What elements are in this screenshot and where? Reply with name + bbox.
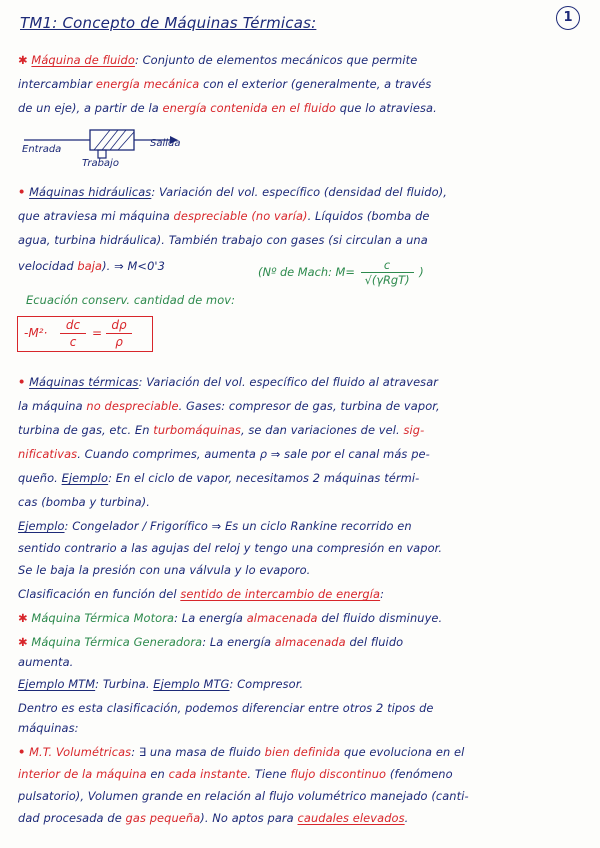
thermal-line-1 bbox=[18, 374, 592, 390]
text: queño. bbox=[18, 471, 62, 485]
text: : En el ciclo de vapor, necesitamos 2 máquinas térmi- bbox=[108, 471, 420, 485]
discontinuous-flow: flujo discontinuo bbox=[290, 767, 387, 781]
text: : Compresor. bbox=[229, 677, 304, 691]
text: : Variación del vol. específico (densidad del fluido), bbox=[151, 185, 447, 199]
frac-drho-rho bbox=[106, 318, 132, 349]
thermal-line-3 bbox=[18, 422, 592, 438]
frac2-num: dρ bbox=[111, 318, 127, 332]
frac2-den: ρ bbox=[115, 335, 123, 349]
text: : La energía bbox=[202, 635, 275, 649]
fluid-machine-line-2 bbox=[18, 76, 592, 92]
text: : Turbina. bbox=[95, 677, 154, 691]
mach-num: c bbox=[361, 258, 414, 273]
shaft bbox=[98, 150, 106, 158]
thermal-line-6: cas (bomba y turbina). bbox=[18, 495, 150, 509]
text: : La energía bbox=[174, 611, 247, 625]
mtg-line bbox=[18, 634, 592, 650]
text: , se dan variaciones de vel. bbox=[240, 423, 404, 437]
text: del fluido bbox=[345, 635, 404, 649]
text: dad procesada de bbox=[18, 811, 126, 825]
inside-machine: interior de la máquina bbox=[18, 767, 147, 781]
hydraulic-term: Máquinas hidráulicas bbox=[29, 185, 152, 199]
well-defined: bien definida bbox=[264, 745, 341, 759]
high-flows: caudales elevados bbox=[297, 811, 405, 825]
small-gas: gas pequeña bbox=[125, 811, 201, 825]
within-line-2: máquinas: bbox=[18, 721, 79, 735]
bullet-icon: • bbox=[18, 375, 26, 389]
text: : Variación del vol. específico del fluido al atravesar bbox=[138, 375, 439, 389]
mechanical-energy: energía mecánica bbox=[95, 77, 200, 91]
thermal-line-2 bbox=[18, 398, 592, 414]
page-title: TM1: Concepto de Máquinas Térmicas: bbox=[20, 14, 317, 32]
volumetric-line-3: pulsatorio), Volumen grande en relación al flujo volumétrico manejado (canti- bbox=[18, 789, 469, 803]
equation-box bbox=[17, 316, 153, 352]
thermal-line-4 bbox=[18, 446, 592, 462]
inlet-label: Entrada bbox=[22, 144, 62, 155]
within-line-1: Dentro es esta clasificación, podemos diferenciar entre otros 2 tipos de bbox=[18, 701, 434, 715]
text: . bbox=[404, 811, 409, 825]
significant-start: sig- bbox=[403, 423, 425, 437]
text: . Líquidos (bomba de bbox=[307, 209, 430, 223]
volumetric-line-4 bbox=[18, 810, 592, 826]
text: . Tiene bbox=[247, 767, 291, 781]
volumetric-line-1 bbox=[18, 744, 592, 760]
mach-fraction bbox=[361, 258, 414, 287]
frac1-den: c bbox=[69, 335, 77, 349]
text: . Gases: compresor de gas, turbina de vapor, bbox=[178, 399, 440, 413]
fluid-machine-line-3 bbox=[18, 100, 592, 116]
each-instant: cada instante bbox=[168, 767, 248, 781]
text: Clasificación en función del bbox=[18, 587, 181, 601]
example2-line-3: Se le baja la presión con una válvula y lo evaporo. bbox=[18, 563, 311, 577]
classification-line bbox=[18, 586, 592, 602]
volumetric-term: M.T. Volumétricas bbox=[29, 745, 132, 759]
eq-lhs: -M²· bbox=[24, 326, 48, 340]
text: en bbox=[146, 767, 169, 781]
volumetric-line-2 bbox=[18, 766, 592, 782]
text: con el exterior (generalmente, a través bbox=[199, 77, 432, 91]
hydraulic-line-3: agua, turbina hidráulica). También trabajo con gases (si circulan a una bbox=[18, 233, 428, 247]
text: . Cuando comprimes, aumenta ρ ⇒ sale por el canal más pe- bbox=[77, 447, 430, 461]
mach-formula bbox=[258, 258, 424, 287]
frac1-num: dc bbox=[65, 318, 81, 332]
equation-label: Ecuación conserv. cantidad de mov: bbox=[26, 293, 236, 307]
text: velocidad bbox=[18, 259, 78, 273]
negligible: despreciable (no varía) bbox=[173, 209, 308, 223]
text: que atraviesa mi máquina bbox=[18, 209, 174, 223]
fluid-machine-def: : Conjunto de elementos mecánicos que permite bbox=[134, 53, 418, 67]
bullet-icon: • bbox=[18, 185, 26, 199]
page-number: 1 bbox=[556, 6, 580, 30]
text: intercambiar bbox=[18, 77, 96, 91]
energy-exchange: sentido de intercambio de energía bbox=[180, 587, 381, 601]
eq-sign: = bbox=[92, 326, 103, 340]
bullet-icon: • bbox=[18, 745, 26, 759]
hydraulic-line-2 bbox=[18, 208, 592, 224]
mtm-term: Máquina Térmica Motora bbox=[31, 611, 175, 625]
text: que lo atraviesa. bbox=[336, 101, 437, 115]
stored: almacenada bbox=[246, 611, 318, 625]
text: ). No aptos para bbox=[200, 811, 298, 825]
mtg-line-2: aumenta. bbox=[18, 655, 74, 669]
text: de un eje), a partir de la bbox=[18, 101, 163, 115]
significant-end: nificativas bbox=[18, 447, 78, 461]
text: del fluido disminuye. bbox=[317, 611, 443, 625]
text: la máquina bbox=[18, 399, 87, 413]
asterisk-icon: ✱ bbox=[18, 53, 28, 67]
thermal-line-5 bbox=[18, 470, 592, 486]
mach-den: √(γRgT) bbox=[364, 273, 410, 287]
text: : ∃ una masa de fluido bbox=[131, 745, 265, 759]
turbomachines: turbomáquinas bbox=[153, 423, 241, 437]
example-mtm-label: Ejemplo MTM bbox=[18, 677, 96, 691]
asterisk-icon: ✱ bbox=[18, 611, 28, 625]
mtg-term: Máquina Térmica Generadora bbox=[31, 635, 203, 649]
stored: almacenada bbox=[274, 635, 346, 649]
fluid-energy: energía contenida en el fluido bbox=[162, 101, 337, 115]
example-mtg-label: Ejemplo MTG bbox=[153, 677, 230, 691]
fluid-machine-term: Máquina de fluido bbox=[31, 53, 135, 67]
fluid-machine-line-1 bbox=[18, 52, 592, 68]
example2-line-2: sentido contrario a las agujas del reloj y tengo una compresión en vapor. bbox=[18, 541, 443, 555]
example-label: Ejemplo bbox=[61, 471, 109, 485]
text: ). ⇒ M<0'3 bbox=[102, 259, 165, 273]
not-negligible: no despreciable bbox=[86, 399, 179, 413]
text: que evoluciona en el bbox=[340, 745, 465, 759]
example2-line-1 bbox=[18, 518, 592, 534]
hydraulic-line-1 bbox=[18, 184, 592, 200]
text: (fenómeno bbox=[386, 767, 453, 781]
mtm-line bbox=[18, 610, 592, 626]
frac-dc-c bbox=[60, 318, 86, 349]
asterisk-icon: ✱ bbox=[18, 635, 28, 649]
mach-close: ) bbox=[419, 265, 424, 279]
text: : Congelador / Frigorífico ⇒ Es un ciclo Rankine recorrido en bbox=[64, 519, 412, 533]
thermal-term: Máquinas térmicas bbox=[29, 375, 139, 389]
outlet-label: Salida bbox=[150, 138, 181, 149]
example-label: Ejemplo bbox=[18, 519, 65, 533]
work-label: Trabajo bbox=[82, 158, 119, 169]
low: baja bbox=[77, 259, 103, 273]
text: : bbox=[380, 587, 385, 601]
machine-hatch bbox=[94, 130, 134, 150]
text: turbina de gas, etc. En bbox=[18, 423, 154, 437]
examples-line bbox=[18, 676, 592, 692]
mach-label: (Nº de Mach: M= bbox=[258, 265, 355, 279]
